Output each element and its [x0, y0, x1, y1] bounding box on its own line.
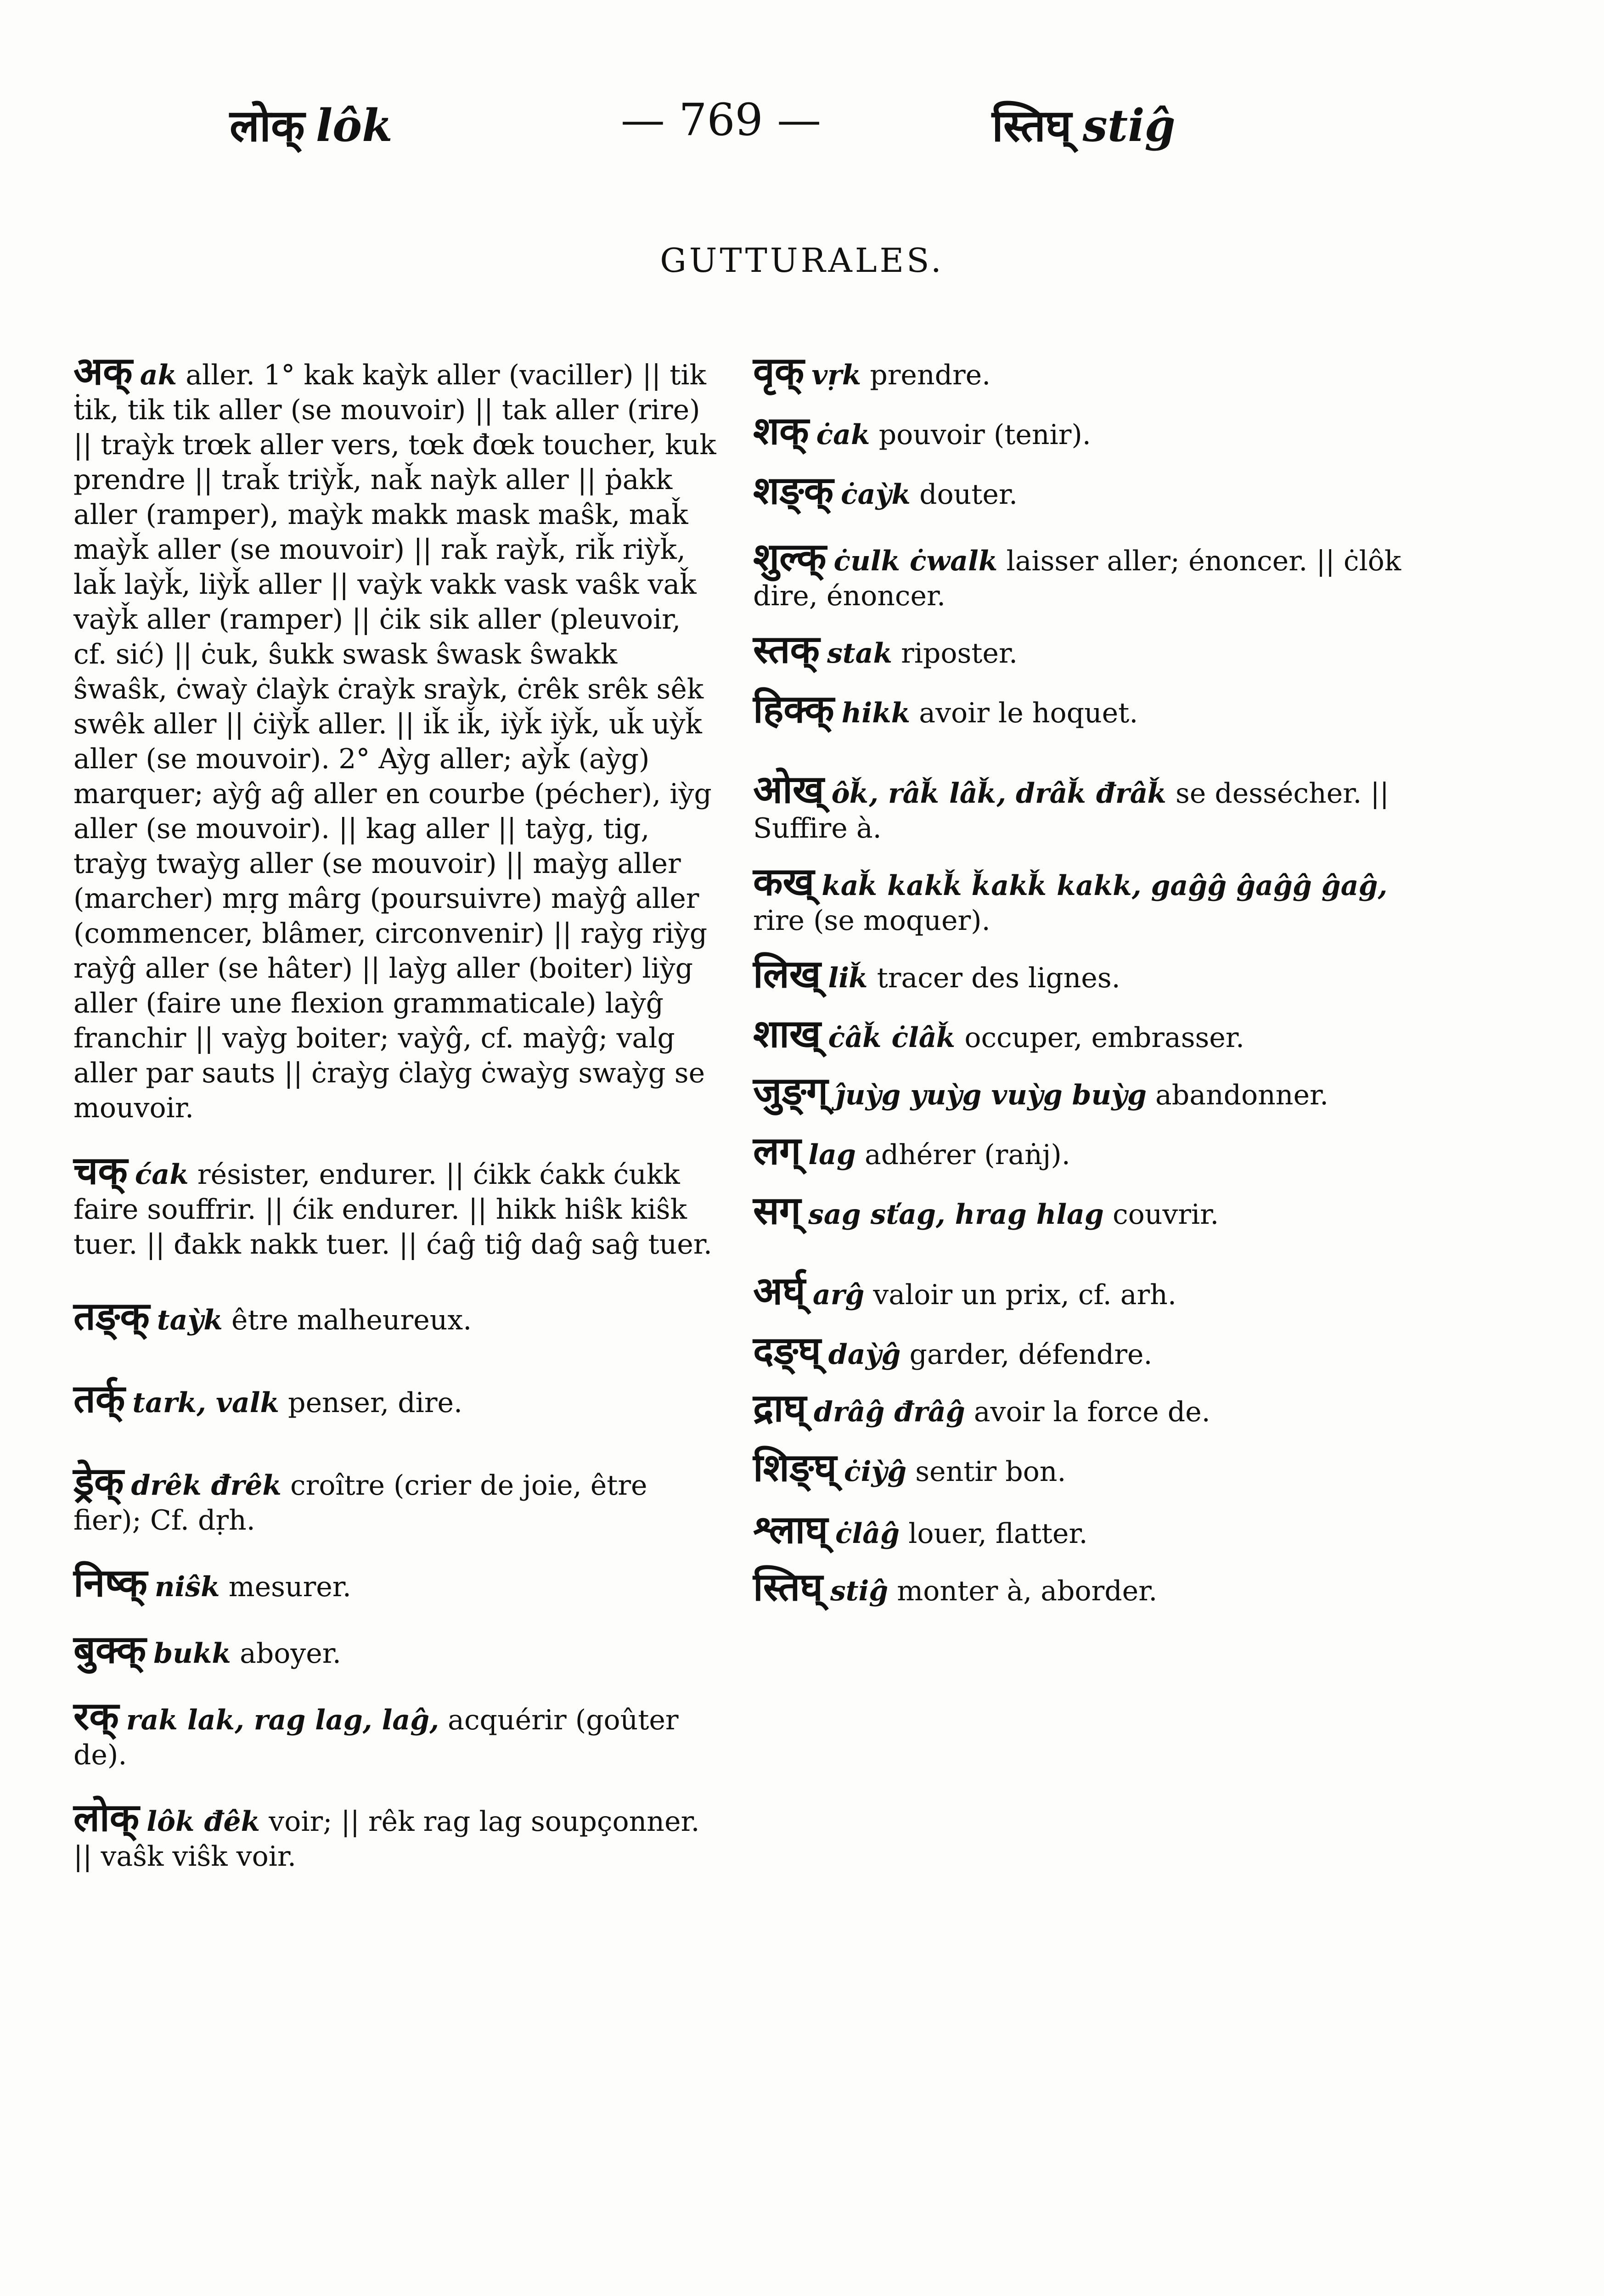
entry-devanagari: शाख् [753, 1011, 821, 1056]
running-head-right-devanagari: स्तिघ् [992, 100, 1072, 152]
entry-lemma: hikk [841, 697, 911, 729]
entry-lemma: tark, valk [132, 1387, 280, 1419]
entry-definition: abandonner. [1155, 1079, 1329, 1111]
dictionary-entry [753, 1564, 1442, 1609]
entry-definition: aboyer. [240, 1638, 341, 1670]
entry-definition: occuper, embrasser. [964, 1022, 1244, 1054]
entry-devanagari: शुल्क् [753, 535, 827, 580]
entry-lemma: drâĝ đrâĝ [814, 1396, 965, 1428]
entry-lemma: lag [808, 1139, 856, 1171]
entry-lemma: taỳk [157, 1304, 223, 1336]
dictionary-entry [753, 859, 1442, 938]
entry-definition: prendre. [870, 359, 991, 391]
entry-definition: pouvoir (tenir). [878, 419, 1091, 451]
entry-lemma: bukk [153, 1638, 231, 1670]
entry-lemma: rak lak, rag lag, laĝ, [126, 1704, 439, 1736]
dictionary-entry [753, 627, 1442, 672]
dictionary-entry [73, 349, 716, 1125]
entry-devanagari: ड्रेक् [73, 1459, 124, 1504]
entry-lemma: ċâǩ ċlâǩ [828, 1022, 956, 1054]
entry-devanagari: द्राघ् [753, 1385, 807, 1430]
entry-lemma: niŝk [154, 1571, 220, 1603]
entry-devanagari: सग् [753, 1188, 801, 1233]
entry-devanagari: लोक् [73, 1795, 140, 1840]
entry-lemma: ćak [135, 1159, 189, 1191]
entry-devanagari: शिङ्घ् [753, 1445, 837, 1490]
entry-definition: douter. [919, 478, 1018, 511]
entry-definition: croître (crier de joie, être fier); Cf. dṛh. [73, 1469, 647, 1536]
dictionary-entry [753, 1268, 1442, 1313]
entry-definition: louer, flatter. [908, 1518, 1088, 1550]
running-head-left-devanagari: लोक् [230, 100, 305, 152]
left-column [73, 349, 716, 1892]
entry-devanagari: रक् [73, 1694, 119, 1739]
dictionary-entry [753, 767, 1442, 846]
entry-devanagari: तङ्क् [73, 1294, 150, 1339]
dictionary-entry [73, 1459, 716, 1538]
entry-devanagari: स्तक् [753, 627, 820, 672]
entry-definition: avoir le hoquet. [919, 697, 1138, 729]
running-head-right [992, 94, 1176, 154]
entry-definition: laisser aller; énoncer. || ċlôk dire, énoncer. [753, 545, 1401, 612]
entry-devanagari: कख् [753, 859, 815, 904]
dictionary-entry [753, 1385, 1442, 1430]
entry-devanagari: तर्क् [73, 1376, 125, 1421]
entry-lemma: ċulk ċwalk [833, 545, 998, 577]
running-head-left-roman: lôk [315, 100, 393, 152]
entry-definition: garder, défendre. [909, 1339, 1153, 1371]
entry-devanagari: अक् [73, 349, 133, 394]
entry-lemma: vṛk [811, 359, 861, 391]
entry-definition: penser, dire. [288, 1387, 463, 1419]
entry-devanagari: वृक् [753, 349, 805, 394]
entry-definition: mesurer. [228, 1571, 351, 1603]
dictionary-entry [753, 1011, 1442, 1056]
entry-definition: se dessécher. || Suffire à. [753, 777, 1389, 844]
entry-devanagari: लग् [753, 1128, 801, 1173]
dictionary-entry [753, 1328, 1442, 1373]
entry-lemma: ċlâĝ [835, 1518, 900, 1550]
dictionary-entry [753, 951, 1442, 996]
entry-lemma: drêk đrêk [131, 1469, 281, 1502]
entry-devanagari: ओख् [753, 767, 824, 812]
dictionary-entry [753, 687, 1442, 732]
entry-definition: couvrir. [1112, 1199, 1219, 1231]
dictionary-entry [753, 468, 1442, 513]
entry-definition: être malheureux. [231, 1304, 472, 1336]
dictionary-entry [753, 349, 1442, 394]
entry-lemma: stak [827, 637, 893, 670]
entry-devanagari: बुक्क् [73, 1627, 146, 1672]
entry-lemma: ċiỳĝ [844, 1456, 907, 1488]
entry-lemma: kaǩ kakǩ ǩakǩ kakk, gaĝĝ ĝaĝĝ ĝaĝ, [822, 870, 1388, 902]
entry-definition: valoir un prix, cf. arh. [873, 1279, 1176, 1311]
running-head-right-roman: stiĝ [1082, 100, 1176, 152]
entry-devanagari: स्तिघ् [753, 1564, 823, 1609]
entry-lemma: ak [140, 359, 177, 391]
entry-devanagari: श्लाघ् [753, 1507, 828, 1552]
entry-devanagari: शङ्क् [753, 468, 834, 513]
entry-lemma: ċaỳk [841, 478, 911, 511]
entry-lemma: ôǩ, râǩ lâǩ, drâǩ đrâǩ [831, 777, 1167, 810]
dictionary-entry [753, 535, 1442, 613]
entry-lemma: arĝ [812, 1279, 865, 1311]
entry-lemma: liǩ [828, 962, 868, 994]
entry-definition: adhérer (raṅj). [864, 1139, 1070, 1171]
entry-devanagari: शक् [753, 408, 809, 453]
dictionary-entry [753, 1188, 1442, 1233]
section-title: GUTTURALES. [660, 241, 944, 280]
entry-definition: voir; || rêk rag lag soupçonner. || vaŝk viŝk voir. [73, 1806, 700, 1873]
entry-devanagari: अर्घ् [753, 1268, 805, 1313]
right-column [753, 349, 1442, 1627]
entry-definition: riposter. [901, 637, 1018, 670]
entry-lemma: stiĝ [830, 1575, 889, 1607]
dictionary-entry [753, 408, 1442, 453]
entry-definition: aller. 1° kak kaỳk aller (vaciller) || tik ṫik, tik tik aller (se mouvoir) || tak aller (rire) || traỳk trœk aller vers, tœk đœk toucher, kuk prendre || traǩ triỳǩ, naǩ naỳk aller || ṗakk aller (ramper), maỳk makk mask maŝk, maǩ maỳǩ aller (se mouvoir) || raǩ raỳǩ, riǩ riỳǩ, laǩ laỳǩ, liỳǩ aller || vaỳk vakk vask vaŝk vaǩ vaỳǩ aller (ramper) || ċik sik aller (pleuvoir, cf. sić) || ċuk, ŝukk swask ŝwask ŝwakk ŝwaŝk, ċwaỳ ċlaỳk ċraỳk sraỳk, ċrêk srêk sêk swêk aller || ċiỳǩ aller. || iǩ iǩ, iỳǩ iỳǩ, uǩ uỳǩ aller (se mouvoir). 2° Aỳg aller; aỳǩ (aỳg) marquer; aỳĝ aĝ aller en courbe (pécher), iỳg aller (se mouvoir). || kag aller || taỳg, tig, traỳg twaỳg aller (se mouvoir) || maỳg aller (marcher) mṛg mârg (poursuivre) maỳĝ aller (commencer, blâmer, circonvenir) || raỳg riỳg raỳĝ aller (se hâter) || laỳg aller (boiter) liỳg aller (faire une flexion grammaticale) laỳĝ franchir || vaỳg boiter; vaỳĝ, cf. maỳĝ; valg aller par sauts || ċraỳg ċlaỳg ċwaỳg swaỳg se mouvoir. [73, 359, 716, 1124]
dictionary-entry [753, 1128, 1442, 1173]
entry-lemma: ĵuỳg yuỳg vuỳg buỳg [835, 1079, 1147, 1111]
entry-lemma: lôk đêk [146, 1806, 260, 1838]
entry-definition: monter à, aborder. [897, 1575, 1158, 1607]
entry-definition: acquérir (goûter de). [73, 1704, 679, 1771]
dictionary-entry [73, 1376, 716, 1421]
entry-lemma: sag sťag, hrag hlag [808, 1199, 1104, 1231]
entry-definition: avoir la force de. [974, 1396, 1210, 1428]
dictionary-entry [73, 1148, 716, 1262]
dictionary-entry [73, 1560, 716, 1605]
entry-lemma: ċak [816, 419, 870, 451]
entry-devanagari: लिख् [753, 951, 821, 996]
page-number: — 769 — [620, 94, 822, 146]
entry-devanagari: चक् [73, 1148, 128, 1193]
dictionary-entry [753, 1507, 1442, 1552]
dictionary-entry [73, 1795, 716, 1874]
entry-devanagari: हिक्क् [753, 687, 834, 732]
entry-definition: rire (se moquer). [753, 905, 991, 937]
entry-devanagari: निष्क् [73, 1560, 147, 1605]
entry-lemma: daỳĝ [828, 1339, 901, 1371]
entry-devanagari: जुङ्ग् [753, 1069, 828, 1114]
entry-definition: sentir bon. [915, 1456, 1066, 1488]
dictionary-entry [73, 1694, 716, 1773]
dictionary-entry [73, 1294, 716, 1339]
entry-devanagari: दङ्घ् [753, 1328, 821, 1373]
entry-definition: résister, endurer. || ćikk ćakk ćukk faire souffrir. || ćik endurer. || hikk hiŝk kiŝk tuer. || đakk nakk tuer. || ćaĝ tiĝ daĝ saĝ tuer. [73, 1159, 712, 1261]
dictionary-entry [753, 1069, 1442, 1114]
entry-definition: tracer des lignes. [877, 962, 1120, 994]
running-head-left [230, 94, 393, 154]
dictionary-entry [753, 1445, 1442, 1490]
dictionary-entry [73, 1627, 716, 1672]
